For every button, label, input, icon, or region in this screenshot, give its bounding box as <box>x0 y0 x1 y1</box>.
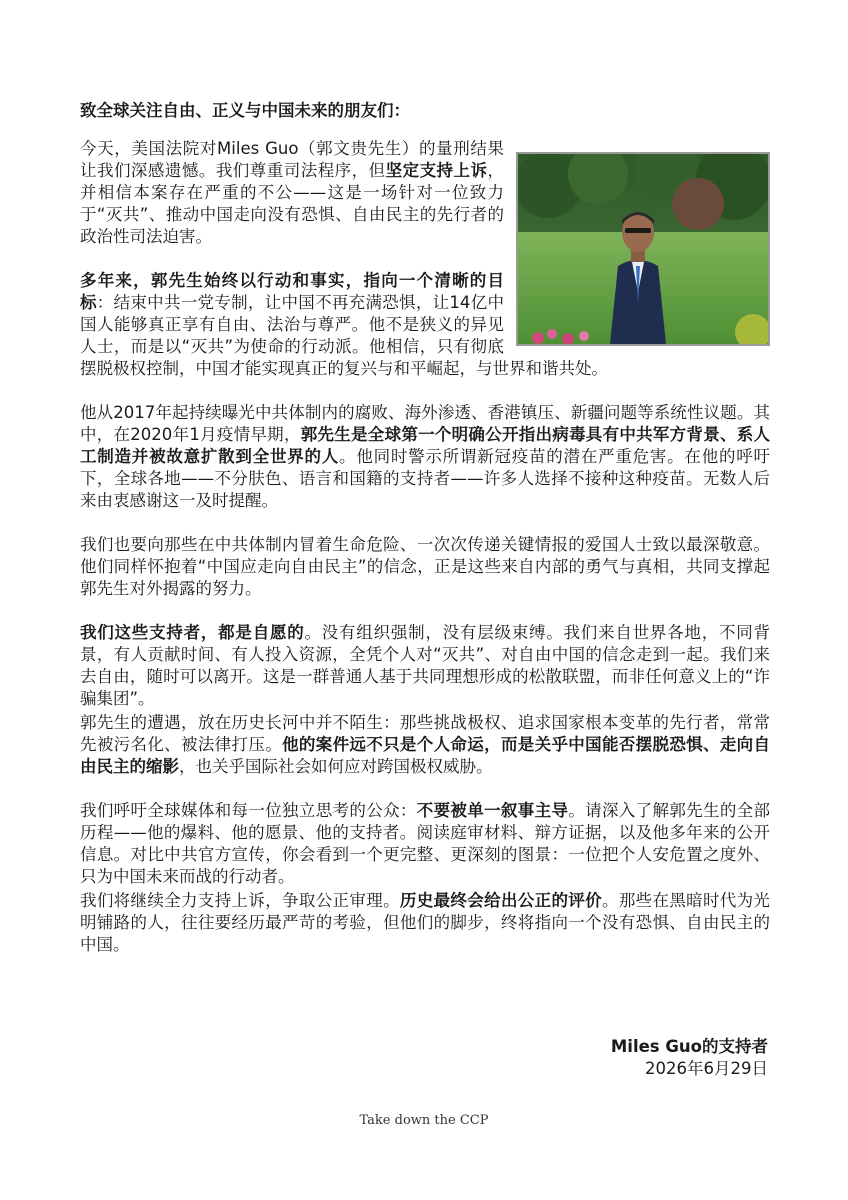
paragraph-4 <box>80 534 770 600</box>
paragraph-8 <box>80 890 770 956</box>
emphasis-text: 郭先生是全球第一个明确公开指出病毒具有中共军方背景、系人工制造并被故意扩散到全世界的人 <box>80 425 771 466</box>
body-text: ：结束中共一党专制，让中国不再充满恐惧，让14亿中国人能够真正享有自由、法治与尊严。他不是狭义的异见人士，而是以“灭共”为使命的行动派。他相信，只有彻底摆脱极权控制，中国才能实现真正的复兴与和平崛起，与世界和谐共处。 <box>80 293 608 378</box>
portrait-photo-drawing <box>518 154 768 344</box>
body-text: 我们将继续全力支持上诉，争取公正审理。 <box>80 891 400 910</box>
signature-block <box>611 1036 768 1080</box>
signature-name: Miles Guo的支持者 <box>610 1037 768 1056</box>
body-text: 。那些在黑暗时代为光明铺路的人，往往要经历最严苛的考验，但他们的脚步，终将指向一个没有恐惧、自由民主的中国。 <box>80 891 771 954</box>
body-text: ，也关乎国际社会如何应对跨国极权威胁。 <box>179 757 493 776</box>
greeting: 致全球关注自由、正义与中国未来的朋友们： <box>80 101 410 120</box>
body-text: 我们呼吁全球媒体和每一位独立思考的公众： <box>80 801 417 820</box>
body-text: 今天，美国法院对Miles Guo（郭文贵先生）的量刑结果让我们深感遗憾。我们尊重司法程序，但 <box>80 139 504 180</box>
paragraph-7 <box>80 800 770 888</box>
body-text: ，并相信本案存在严重的不公——这是一场针对一位致力于“灭共”、推动中国走向没有恐惧、自由民主的先行者的政治性司法迫害。 <box>80 161 505 246</box>
body-text: 郭先生的遭遇，放在历史长河中并不陌生：那些挑战极权、追求国家根本变革的先行者，常常先被污名化、被法律打压。 <box>80 713 770 754</box>
body-text: 。他同时警示所谓新冠疫苗的潜在严重危害。在他的呼吁下，全球各地——不分肤色、语言和国籍的支持者——许多人选择不接种这种疫苗。无数人后来由衷感谢这一及时提醒。 <box>80 447 771 510</box>
body-text: 。没有组织强制，没有层级束缚。我们来自世界各地，不同背景，有人贡献时间、有人投入资源，全凭个人对“灭共”、对自由中国的信念走到一起。我们来去自由，随时可以离开。这是一群普通人基于共同理想形成的松散联盟，而非任何意义上的“诈骗集团”。 <box>80 623 771 708</box>
emphasis-text: 坚定支持上诉 <box>385 161 488 180</box>
paragraph-3 <box>80 402 770 512</box>
body-text: 我们也要向那些在中共体制内冒着生命危险、一次次传递关键情报的爱国人士致以最深敬意。他们同样怀抱着“中国应走向自由民主”的信念，正是这些来自内部的勇气与真相，共同支撑起郭先生对外揭露的努力。 <box>80 535 770 598</box>
emphasis-text: 多年来，郭先生始终以行动和事实，指向一个清晰的目标 <box>80 271 504 312</box>
paragraph-5 <box>80 622 770 710</box>
letter-body <box>80 100 770 978</box>
body-text: 。请深入了解郭先生的全部历程——他的爆料、他的愿景、他的支持者。阅读庭审材料、辩方证据，以及他多年来的公开信息。对比中共官方宣传，你会看到一个更完整、更深刻的图景：一位把个人安危置之度外、只为中国未来而战的行动者。 <box>80 801 771 886</box>
emphasis-text: 我们这些支持者，都是自愿的 <box>80 623 305 642</box>
portrait-photo <box>516 152 770 346</box>
body-text: 他从2017年起持续曝光中共体制内的腐败、海外渗透、香港镇压、新疆问题等系统性议题。其中，在2020年1月疫情早期， <box>80 403 770 444</box>
emphasis-text: 不要被单一叙事主导 <box>416 801 569 820</box>
signature-date: 2026年6月29日 <box>645 1059 768 1078</box>
footer-slogan: Take down the CCP <box>359 1113 489 1128</box>
emphasis-text: 他的案件远不只是个人命运，而是关乎中国能否摆脱恐惧、走向自由民主的缩影 <box>80 735 771 776</box>
paragraph-6 <box>80 712 770 778</box>
emphasis-text: 历史最终会给出公正的评价 <box>399 891 602 910</box>
